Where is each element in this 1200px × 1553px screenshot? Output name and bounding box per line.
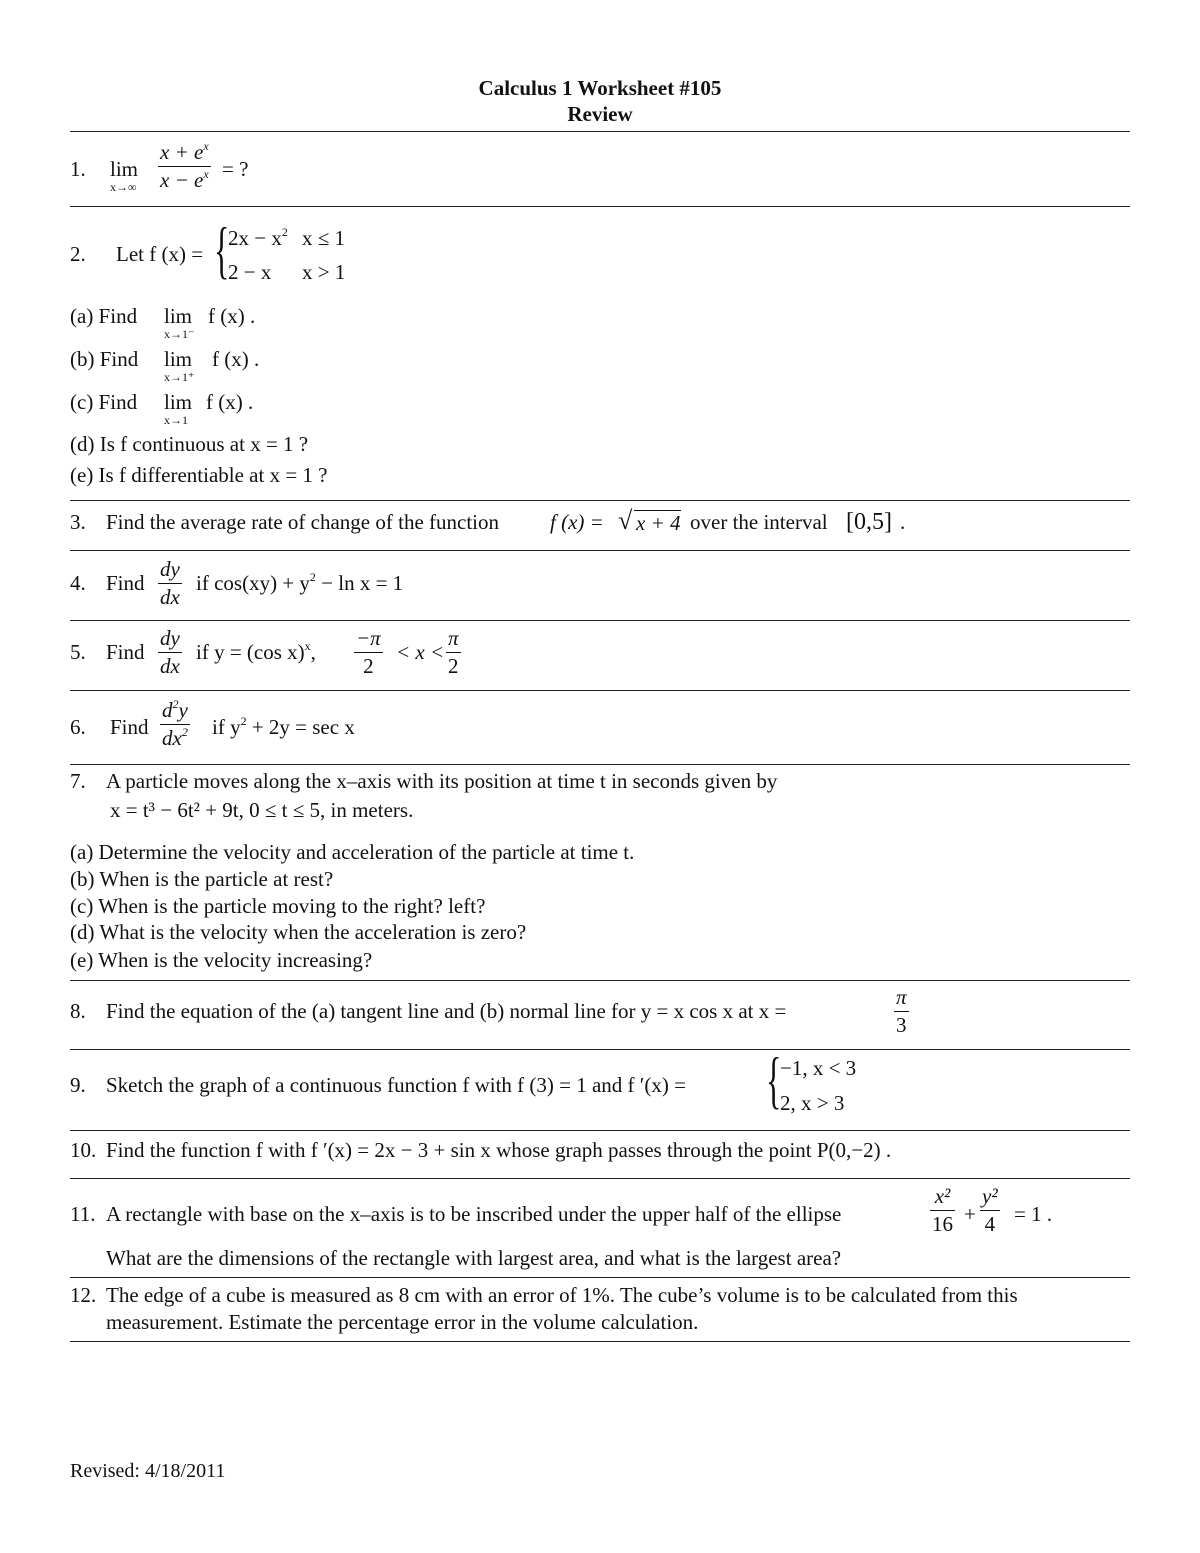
divider — [70, 500, 1130, 501]
case-condition: x > 1 — [302, 260, 346, 284]
limit-subscript: x→1⁺ — [164, 370, 195, 384]
condition-text: if y = (cos x) — [196, 640, 305, 664]
condition-text-tail: − ln x = 1 — [315, 571, 404, 595]
second-derivative-fraction — [160, 697, 190, 750]
part-a-tail: f (x) . — [208, 304, 256, 328]
problem-number: 11. — [70, 1202, 96, 1226]
problem-text-line-2: measurement. Estimate the percentage error in the volume calculation. — [106, 1310, 699, 1334]
fraction-numerator: y² — [982, 1184, 998, 1208]
exponent: 2 — [309, 570, 316, 584]
fraction-numerator: x² — [934, 1184, 951, 1208]
problem-number: 3. — [70, 510, 86, 534]
part-a-lead: (a) Find — [70, 304, 138, 328]
find-label: Find — [106, 571, 145, 595]
fraction-denominator: x − e — [160, 168, 204, 192]
fraction-numerator: π — [448, 626, 459, 650]
numerator-d: d — [162, 698, 173, 722]
problem-text-tail: over the interval — [690, 510, 828, 534]
x-value-fraction — [894, 987, 909, 1036]
worksheet-subtitle: Review — [567, 102, 633, 126]
problem-number: 4. — [70, 571, 86, 595]
fraction-denominator: 2 — [363, 654, 374, 678]
part-e: (e) When is the velocity increasing? — [70, 948, 373, 972]
exponent: 2 — [240, 714, 247, 728]
divider — [70, 690, 1130, 691]
condition-text-tail: + 2y = sec x — [246, 715, 355, 739]
denominator-exponent: 2 — [181, 725, 188, 739]
inequality: < x < — [396, 640, 445, 664]
find-label: Find — [106, 640, 145, 664]
problem-text: Find the function f with f ′(x) = 2x − 3 + sin x whose graph passes through the point P(0,−2) . — [106, 1138, 892, 1162]
part-b: (b) When is the particle at rest? — [70, 867, 334, 891]
function-definition-lead: Let f (x) = — [116, 242, 204, 266]
denominator-exponent: x — [203, 167, 209, 181]
part-b-tail: f (x) . — [212, 347, 260, 371]
problem-text: A rectangle with base on the x–axis is to be inscribed under the upper half of the ellipse — [106, 1202, 842, 1226]
condition — [196, 639, 316, 664]
ellipse-fraction-y — [980, 1186, 1000, 1235]
divider — [70, 550, 1130, 551]
divider — [70, 1277, 1130, 1278]
numerator-exponent: 2 — [172, 697, 179, 711]
fraction-numerator: π — [896, 985, 907, 1009]
part-d: (d) Is f continuous at x = 1 ? — [70, 432, 309, 456]
problem-number: 9. — [70, 1073, 86, 1097]
condition-text: if y — [212, 715, 241, 739]
limit-operator: lim — [110, 157, 139, 181]
part-c-lead: (c) Find — [70, 390, 138, 414]
limit-subscript: x→1⁻ — [164, 327, 195, 341]
position-equation: x = t³ − 6t² + 9t, 0 ≤ t ≤ 5, in meters. — [110, 798, 414, 822]
problem-text-line-2: What are the dimensions of the rectangle with largest area, and what is the largest area? — [106, 1246, 842, 1270]
divider — [70, 980, 1130, 981]
piecewise-case-1: −1, x < 3 — [780, 1056, 857, 1080]
problem-number: 5. — [70, 640, 86, 664]
problem-number: 2. — [70, 242, 86, 266]
divider — [70, 764, 1130, 765]
part-a: (a) Determine the velocity and acceleration of the particle at time t. — [70, 840, 635, 864]
fraction-numerator: dy — [160, 626, 180, 650]
problem-text: Find the equation of the (a) tangent line and (b) normal line for y = x cos x at x = — [106, 999, 787, 1023]
radicand: x + 4 — [636, 511, 681, 535]
fraction-numerator: dy — [160, 557, 180, 581]
equals-question: = ? — [222, 157, 249, 181]
problem-number: 12. — [70, 1283, 97, 1307]
period: . — [900, 510, 906, 534]
fraction-denominator: 2 — [448, 654, 459, 678]
problem-number: 1. — [70, 157, 86, 181]
derivative-fraction — [158, 628, 182, 677]
fraction-numerator: −π — [356, 626, 381, 650]
part-c: (c) When is the particle moving to the right? left? — [70, 894, 486, 918]
fraction-denominator: dx — [160, 654, 180, 678]
limit-operator: lim — [164, 390, 193, 414]
part-b-lead: (b) Find — [70, 347, 139, 371]
problem-number: 10. — [70, 1138, 97, 1162]
part-e: (e) Is f differentiable at x = 1 ? — [70, 463, 328, 487]
limit-operator: lim — [164, 304, 193, 328]
fraction-denominator: 3 — [896, 1013, 907, 1037]
plus-sign: + — [964, 1202, 976, 1226]
divider — [70, 620, 1130, 621]
problem-text: The edge of a cube is measured as 8 cm with an error of 1%. The cube’s volume is to be calculated from this — [106, 1283, 1018, 1307]
derivative-fraction — [158, 559, 182, 608]
limit-subscript: x→1 — [164, 413, 188, 427]
case-expression: 2x − x — [228, 226, 282, 250]
numerator-y: y — [178, 698, 188, 722]
divider — [70, 131, 1130, 132]
left-bound-fraction — [354, 628, 383, 677]
fraction-denominator: dx — [160, 585, 180, 609]
find-label: Find — [110, 715, 149, 739]
problem-number: 7. — [70, 769, 86, 793]
fraction-denominator: 16 — [932, 1212, 953, 1236]
problem-text: Find the average rate of change of the function — [106, 510, 500, 534]
condition — [196, 570, 404, 595]
divider — [70, 1178, 1130, 1179]
case-condition: x ≤ 1 — [302, 226, 346, 250]
piecewise-case-2: 2, x > 3 — [780, 1091, 845, 1115]
piecewise-brace: { — [214, 214, 230, 285]
piecewise-brace: { — [766, 1044, 782, 1115]
limit-fraction — [158, 139, 211, 192]
function-lead: f (x) = — [550, 510, 604, 534]
divider — [70, 1130, 1130, 1131]
worksheet-title: Calculus 1 Worksheet #105 — [478, 76, 722, 100]
problem-number: 8. — [70, 999, 86, 1023]
case-exponent: 2 — [281, 225, 288, 239]
right-bound-fraction — [446, 628, 461, 677]
revision-date: Revised: 4/18/2011 — [70, 1460, 226, 1482]
equation-tail: = 1 . — [1014, 1202, 1053, 1226]
divider — [70, 1341, 1130, 1342]
fraction-numerator: x + e — [160, 140, 204, 164]
problem-text: A particle moves along the x–axis with its position at time t in seconds given by — [106, 769, 778, 793]
problem-text: Sketch the graph of a continuous function f with f (3) = 1 and f ′(x) = — [106, 1073, 686, 1097]
comma: , — [310, 640, 316, 664]
divider — [70, 1049, 1130, 1050]
limit-operator: lim — [164, 347, 193, 371]
numerator-exponent: x — [203, 139, 209, 153]
divider — [70, 206, 1130, 207]
interval: [0,5] — [846, 509, 892, 535]
fraction-denominator: dx — [162, 726, 182, 750]
condition — [212, 714, 355, 739]
condition-text: if cos(xy) + y — [196, 571, 310, 595]
problem-number: 6. — [70, 715, 86, 739]
ellipse-fraction-x — [930, 1186, 955, 1235]
exponent: x — [304, 639, 311, 653]
part-d: (d) What is the velocity when the acceleration is zero? — [70, 920, 527, 944]
piecewise-case-2: 2 − x — [228, 260, 272, 284]
sqrt-sign: √ — [618, 506, 633, 535]
part-c-tail: f (x) . — [206, 390, 254, 414]
fraction-denominator: 4 — [984, 1212, 996, 1236]
piecewise-case-1 — [228, 225, 288, 250]
limit-subscript: x→∞ — [110, 180, 137, 194]
